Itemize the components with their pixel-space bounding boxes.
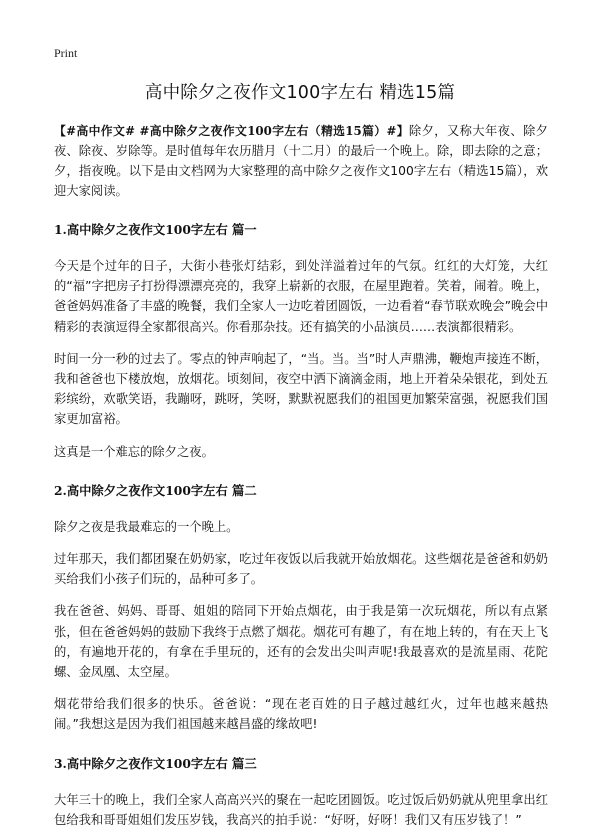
section-3-paragraph-1: 大年三十的晚上，我们全家人高高兴兴的聚在一起吃团圆饭。吃过饭后奶奶就从兜里拿出红包给我和哥哥姐姐们发压岁钱，我高兴的拍手说：“好呀，好呀！我们又有压岁钱了！”	[54, 792, 548, 827]
section-2-paragraph-3: 我在爸爸、妈妈、哥哥、姐姐的陪同下开始点烟花，由于我是第一次玩烟花，所以有点紧张，但在爸爸妈妈的鼓励下我终于点燃了烟花。烟花可有趣了，有在地上转的，有在天上飞的，有遍地开花的，有拿在手里玩的，还有的会发出尖叫声呢!我最喜欢的是流星雨、花陀螺、金凤凰、太空屋。	[54, 604, 548, 680]
section-2-paragraph-2: 过年那天，我们都团聚在奶奶家，吃过年夜饭以后我就开始放烟花。这些烟花是爸爸和奶奶买给我们小孩子们玩的，品种可多了。	[54, 552, 548, 587]
intro-tags: 【#高中作文# #高中除夕之夜作文100字左右（精选15篇）#】	[54, 124, 409, 138]
section-2-paragraph-4: 烟花带给我们很多的快乐。爸爸说：“现在老百姓的日子越过越红火，过年也越来越热闹。”我想这是因为我们祖国越来越昌盛的缘故吧!	[54, 697, 548, 732]
intro-text: 除夕，又称大年夜、除夕夜、除夜、岁除等。是时值每年农历腊月（十二月）的最后一个晚上。除，即去除的之意；夕，指夜晚。以下是由文档网为大家整理的高中除夕之夜作文100字左右（精选15篇），欢迎大家阅读。	[54, 124, 548, 198]
section-heading-3: 3.高中除夕之夜作文100字左右 篇三	[54, 755, 257, 771]
document-body	[54, 121, 548, 830]
intro-paragraph	[54, 121, 548, 201]
section-2-paragraph-1: 除夕之夜是我最难忘的一个晚上。	[54, 519, 239, 534]
section-1-paragraph-3: 这真是一个难忘的除夕之夜。	[54, 444, 214, 459]
section-heading-2: 2.高中除夕之夜作文100字左右 篇二	[54, 482, 257, 498]
document-title: 高中除夕之夜作文100字左右 精选15篇	[144, 83, 456, 103]
print-link[interactable]: Print	[54, 46, 78, 60]
section-1-paragraph-1: 今天是个过年的日子，大街小巷张灯结彩，到处洋溢着过年的气氛。红红的大灯笼，大红的“福”字把房子打扮得漂漂亮亮的，我穿上崭新的衣服，在屋里跑着。笑着，闹着。晚上，爸爸妈妈准备了丰盛的晚餐，我们全家人一边吃着团圆饭，一边看着“春节联欢晚会”晚会中精彩的表演逗得全家都很高兴。你看那杂技。还有搞笑的小品演员……表演都很精彩。	[54, 259, 548, 334]
section-1-paragraph-2: 时间一分一秒的过去了。零点的钟声响起了，“当。当。当”时人声鼎沸，鞭炮声接连不断，我和爸爸也下楼放炮，放烟花。顷刻间，夜空中洒下滴滴金雨，地上开着朵朵银花，到处五彩缤纷，欢歌笑语，我蹦呀，跳呀，笑呀，默默祝愿我们的祖国更加繁荣富强，祝愿我们国家更加富裕。	[54, 351, 548, 427]
section-heading-1: 1.高中除夕之夜作文100字左右 篇一	[54, 222, 257, 237]
